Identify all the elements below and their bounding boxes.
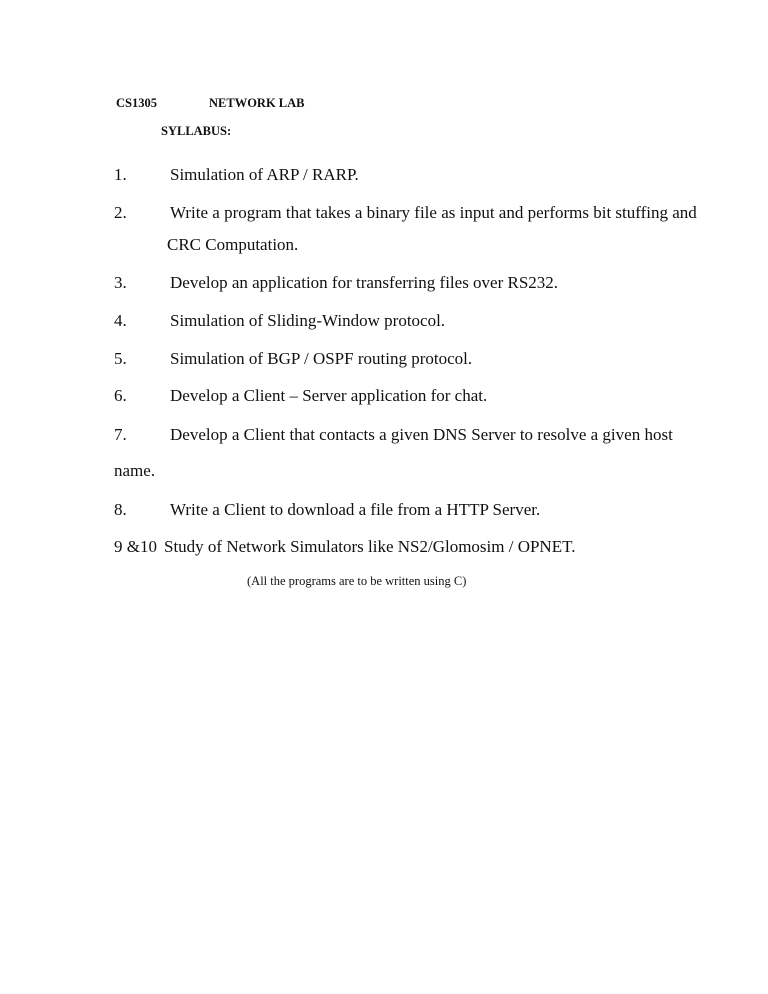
footnote: (All the programs are to be written using C) [247, 574, 467, 588]
item-number: 9 &10 [114, 537, 157, 556]
item-number: 4. [114, 311, 127, 330]
item-text: Study of Network Simulators like NS2/Glomosim / OPNET. [164, 537, 576, 556]
item-number: 5. [114, 349, 127, 368]
item-text: Develop a Client – Server application for chat. [170, 386, 488, 405]
item-number: 8. [114, 500, 127, 519]
item-text: Simulation of Sliding-Window protocol. [170, 311, 446, 330]
item-number: 7. [114, 425, 127, 444]
item-number: 2. [114, 203, 127, 222]
course-code: CS1305 [116, 96, 157, 110]
item-text: Write a Client to download a file from a HTTP Server. [170, 500, 541, 519]
item-text: Simulation of BGP / OSPF routing protocol. [170, 349, 473, 368]
item-text-continuation: CRC Computation. [167, 235, 299, 254]
course-title: NETWORK LAB [209, 96, 305, 110]
item-number: 3. [114, 273, 127, 292]
item-text: Simulation of ARP / RARP. [170, 165, 359, 184]
item-number: 1. [114, 165, 127, 184]
item-text: Develop a Client that contacts a given DNS Server to resolve a given host [170, 425, 673, 444]
item-text: Develop an application for transferring files over RS232. [170, 273, 559, 292]
section-heading: SYLLABUS: [161, 124, 232, 138]
item-text: Write a program that takes a binary file as input and performs bit stuffing and [170, 203, 697, 222]
item-number: 6. [114, 386, 127, 405]
item-text-continuation: name. [114, 461, 156, 480]
